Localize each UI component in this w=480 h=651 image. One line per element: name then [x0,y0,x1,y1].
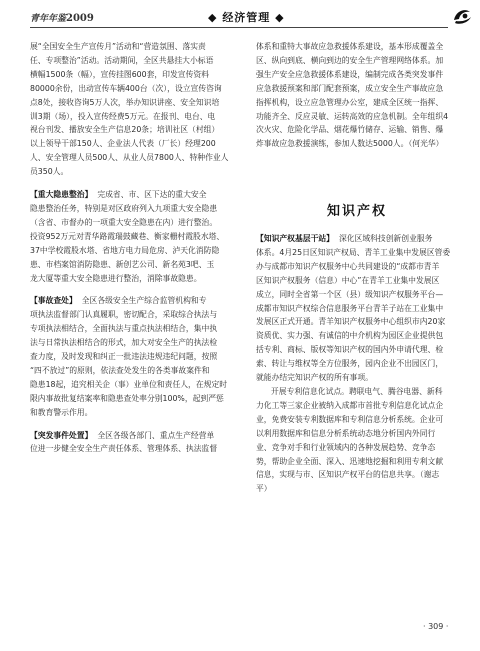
text-line: 隐患整治任务，特别是对区政府列入九项重大安全隐患 [30,203,218,213]
text-line: 办与成都市知识产权服务中心共同建设的“成都市青羊 [256,261,440,271]
text-line: （含省、市督办的一项重大安全隐患在内）进行整治。 [30,217,218,227]
text-line: 限内事故批复结案率和隐患查处率分别100%，起到严惩 [30,393,224,403]
paragraph-gap [30,420,235,429]
yearbook-title: 青年年鉴 [30,14,67,24]
subsection-label: 【知识产权基层干站】 [256,234,334,243]
text-line: 力化工等三家企业被纳入成都市首批专利信息化试点企 [256,400,444,410]
text-line: 视台刊发、播放安全生产信息20条；培训社区（村组） [30,125,220,135]
text-line: 横幅1500条（幅），宣传挂图600套，印发宣传资料 [30,69,209,79]
text-line: 训3期（场），投入宣传经费5万元。在报刊、电台、电 [30,111,216,121]
text-line: 隐患18起，追究相关企（事）业单位和责任人，在规定时 [30,379,228,389]
text-line: 以上领导干部150人、企业法人代表（厂长）经理200 [30,139,216,149]
text-line: 以利用数据库和信息分析系统动态地分析国内外同行 [256,428,436,438]
text-line: 区、纵向到底、横向到边的安全生产管理网络体系。加 [256,55,444,65]
text-line: 项执法监督部门认真履职，密切配合，采取综合执法与 [30,310,218,320]
section-title: 知识产权 [326,204,387,219]
text-line: 平） [256,484,272,494]
text-line: 位进一步健全安全生产责任体系、管理体系、执法监督 [30,444,218,454]
section-heading-label: 经济管理 [222,11,271,24]
paragraph-gap [30,285,235,294]
text-line: 专项执法相结合，全面执法与重点执法相结合，集中执 [30,324,218,334]
paragraph-first-line [30,294,235,308]
text-line: 区知识产权服务（信息）中心”在青羊工业集中发展区 [256,275,440,285]
text-line: “四不放过”的原则，依法查处发生的各类事故案件和 [30,365,210,375]
text-line: 业，免费安装专利数据库和专利信息分析系统。企业可 [256,414,444,424]
subsection-label: 【突发事件处置】 [30,430,93,440]
text-line: 查力度，及时发现和纠正一批违法违规违纪问题，按照 [30,352,218,362]
text-line: 和教育警示作用。 [30,407,93,417]
text-line: 强生产安全应急救援体系建设，编制完成各类突发事件 [256,69,444,79]
text-line: 体系和重特大事故应急救援体系建设，基本形成覆盖全 [256,42,444,51]
paragraph-first-line [30,188,235,202]
text-line: 患、市档案馆消防隐患、新创艺公司、新名苑3吧、玉 [30,259,215,269]
text-line: 成立，同时全省第一个区（县）级知识产权服务平台— [256,289,444,299]
text-line: 发展区正式开通。青羊知识产权服务中心组织市内20家 [256,317,446,327]
text-run: 全区各级安全生产综合监管机构和专 [81,296,207,306]
text-line: 信息，实现与市、区知识产权平台的信息共享。（谢志 [256,470,440,480]
section-heading [208,9,285,25]
right-column [256,40,458,151]
text-line: 就能办结完知识产权的所有事项。 [256,373,373,383]
subsection-label: 【事故查处】 [30,296,77,306]
text-line: 任、专项整治”活动。活动期间，全区共悬挂大小标语 [30,55,214,65]
right-column-ip [256,232,458,496]
text-run: 深化区域科技创新创业服务 [338,234,433,243]
diamond-left-icon: ◆ [208,11,218,24]
text-line: 展“全国安全生产宣传月”活动和“营造氛围、落实责 [30,42,206,51]
text-line: 次火灾、危险化学品、烟花爆竹储存、运输、销售、爆 [256,125,444,135]
text-run: 完成省、市、区下达的重大安全 [97,190,207,200]
header-rule [30,27,448,28]
subsection-label: 【重大隐患整治】 [30,190,93,200]
text-line: 指挥机构，设立应急管理办公室，建成全区统一指挥、 [256,97,444,107]
paragraph-gap [30,179,235,188]
text-line: 龙大厦等重大安全隐患进行整治，消除事故隐患。 [30,273,202,283]
paragraph-first-line [256,232,458,246]
text-line: 点8处，接收咨询5万人次，举办知识讲座、安全知识培 [30,97,220,107]
text-line: 37中学校霞股水塔、省地方电力局危房、泸天化消防隐 [30,245,220,255]
paragraph-first-line [30,429,235,443]
text-line: 势，帮助企业全面、深入、迅速地挖掘和利用专利文献 [256,456,444,466]
yearbook-year: 2009 [66,13,94,24]
text-line: 索、转让与维权等全方位服务，园内企业不出园区门， [256,359,444,369]
left-column [30,40,235,456]
text-line: 员350人。 [30,167,69,177]
text-line: 投资952万元对青华路霞瑞鼓藏巷、衡家栅村霞股水塔、 [30,231,225,241]
yearbook-name [30,11,94,24]
text-run: 全区各级各部门、重点生产经营单 [97,430,215,440]
text-line: 炸事故应急救援演练，参加人数达5000人。（何光华） [256,139,444,149]
text-line: 开展专利信息化试点。聘联电气、腾谷电器、新科 [271,386,443,396]
text-line: 体系。4月25日区知识产权局、青羊工业集中发展区管委 [256,247,451,257]
diamond-right-icon: ◆ [275,11,285,24]
text-line: 括专利、商标、版权等知识产权的国内外申请代理、检 [256,345,444,355]
text-line: 人、安全管理人员500人、从业人员7800人、特种作业人 [30,153,229,163]
text-line: 成都市知识产权综合信息服务平台青羊子站在工业集中 [256,303,444,313]
text-line: 功能齐全、反应灵敏、运转高效的应急机制。全年组织4 [256,111,449,121]
text-line: 业、竞争对手和行业领域内的各种发展趋势、竞争态 [256,442,436,452]
text-line: 应急救援预案和部门配套预案，成立安全生产事故应急 [256,83,444,93]
page-number: · 309 · [423,622,449,631]
yearbook-logo-icon [450,4,474,28]
text-line: 法与日常执法相结合的形式，加大对安全生产的执法检 [30,338,218,348]
text-line: 资质优、实力强、有诚信的中介机构为园区企业提供包 [256,331,444,341]
text-line: 80000余份，出动宣传车辆400台（次），设立宣传咨询 [30,83,222,93]
running-header [30,8,448,28]
